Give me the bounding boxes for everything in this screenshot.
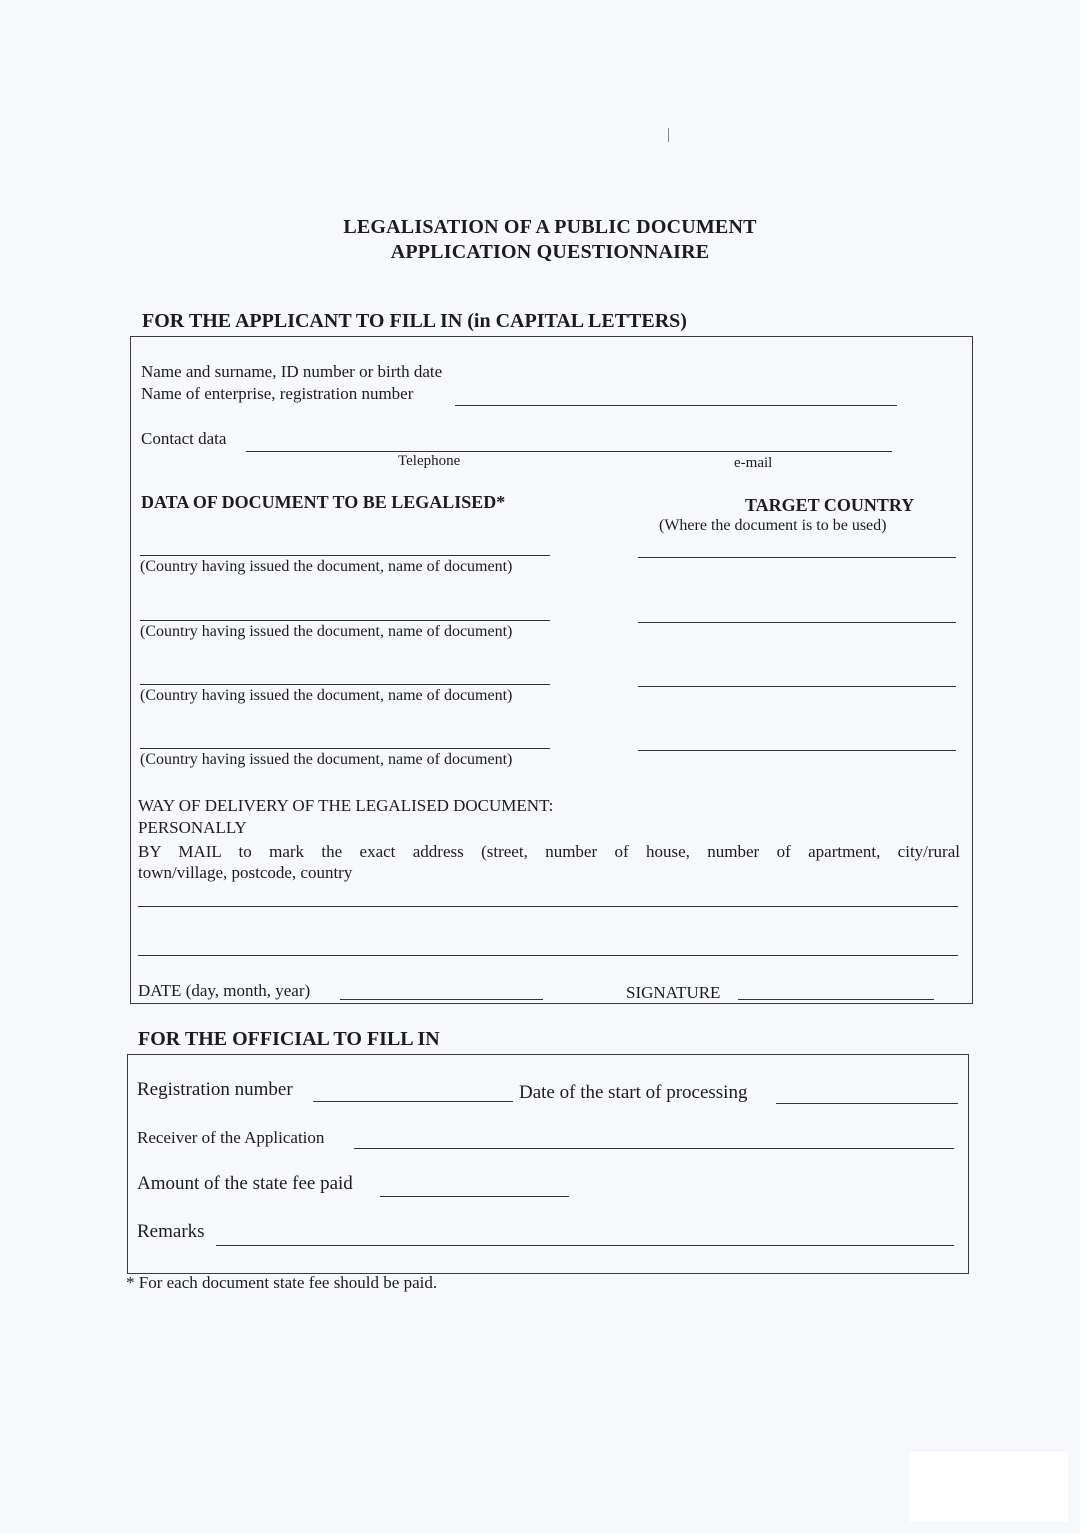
applicant-section-heading: FOR THE APPLICANT TO FILL IN (in CAPITAL LETTERS) (142, 310, 687, 332)
target-country-field-2[interactable] (638, 622, 956, 623)
document-field-3[interactable] (140, 684, 550, 685)
registration-field[interactable] (313, 1101, 513, 1102)
registration-label: Registration number (137, 1079, 293, 1100)
page-title-line2: APPLICATION QUESTIONNAIRE (390, 241, 710, 263)
signature-label: SIGNATURE (626, 983, 721, 1002)
target-country-note: (Where the document is to be used) (659, 517, 887, 534)
delivery-mail-line2: town/village, postcode, country (138, 863, 353, 882)
contact-field[interactable] (246, 451, 892, 452)
address-line-2[interactable] (138, 955, 958, 956)
signature-field[interactable] (738, 999, 934, 1000)
delivery-option-mail[interactable]: BY MAIL to mark the exact address (street, number of house, number of apartment, city/rural (138, 842, 960, 861)
name-label-line2: Name of enterprise, registration number (141, 384, 414, 403)
email-caption: e-mail (734, 455, 773, 471)
address-line-1[interactable] (138, 906, 958, 907)
scan-patch (910, 1452, 1068, 1522)
contact-label: Contact data (141, 429, 227, 448)
document-field-2[interactable] (140, 620, 550, 621)
remarks-field[interactable] (216, 1245, 954, 1246)
target-country-field-1[interactable] (638, 557, 956, 558)
remarks-label: Remarks (137, 1221, 205, 1242)
processing-date-label: Date of the start of processing (519, 1082, 748, 1103)
documents-heading: DATA OF DOCUMENT TO BE LEGALISED* (141, 492, 506, 512)
document-caption-3: (Country having issued the document, name of document) (140, 687, 513, 704)
target-country-field-4[interactable] (638, 750, 956, 751)
receiver-label: Receiver of the Application (137, 1128, 325, 1147)
scan-mark (668, 128, 669, 142)
target-country-field-3[interactable] (638, 686, 956, 687)
page-title-line1: LEGALISATION OF A PUBLIC DOCUMENT (343, 216, 757, 238)
applicant-section-box (130, 336, 973, 1004)
target-country-heading: TARGET COUNTRY (745, 495, 915, 515)
processing-date-field[interactable] (776, 1103, 958, 1104)
document-caption-2: (Country having issued the document, name of document) (140, 623, 513, 640)
document-field-4[interactable] (140, 748, 550, 749)
official-section-heading: FOR THE OFFICIAL TO FILL IN (138, 1028, 440, 1050)
document-caption-1: (Country having issued the document, name of document) (140, 558, 513, 575)
document-field-1[interactable] (140, 555, 550, 556)
document-caption-4: (Country having issued the document, name of document) (140, 751, 513, 768)
date-label: DATE (day, month, year) (138, 981, 311, 1000)
telephone-caption: Telephone (398, 453, 461, 469)
fee-field[interactable] (380, 1196, 569, 1197)
name-field[interactable] (455, 405, 897, 406)
name-label-line1: Name and surname, ID number or birth date (141, 362, 443, 381)
delivery-option-personally[interactable]: PERSONALLY (138, 818, 247, 837)
date-field[interactable] (340, 999, 543, 1000)
delivery-heading: WAY OF DELIVERY OF THE LEGALISED DOCUMENT: (138, 796, 554, 815)
footnote: * For each document state fee should be paid. (126, 1273, 438, 1292)
receiver-field[interactable] (354, 1148, 954, 1149)
fee-label: Amount of the state fee paid (137, 1173, 353, 1194)
